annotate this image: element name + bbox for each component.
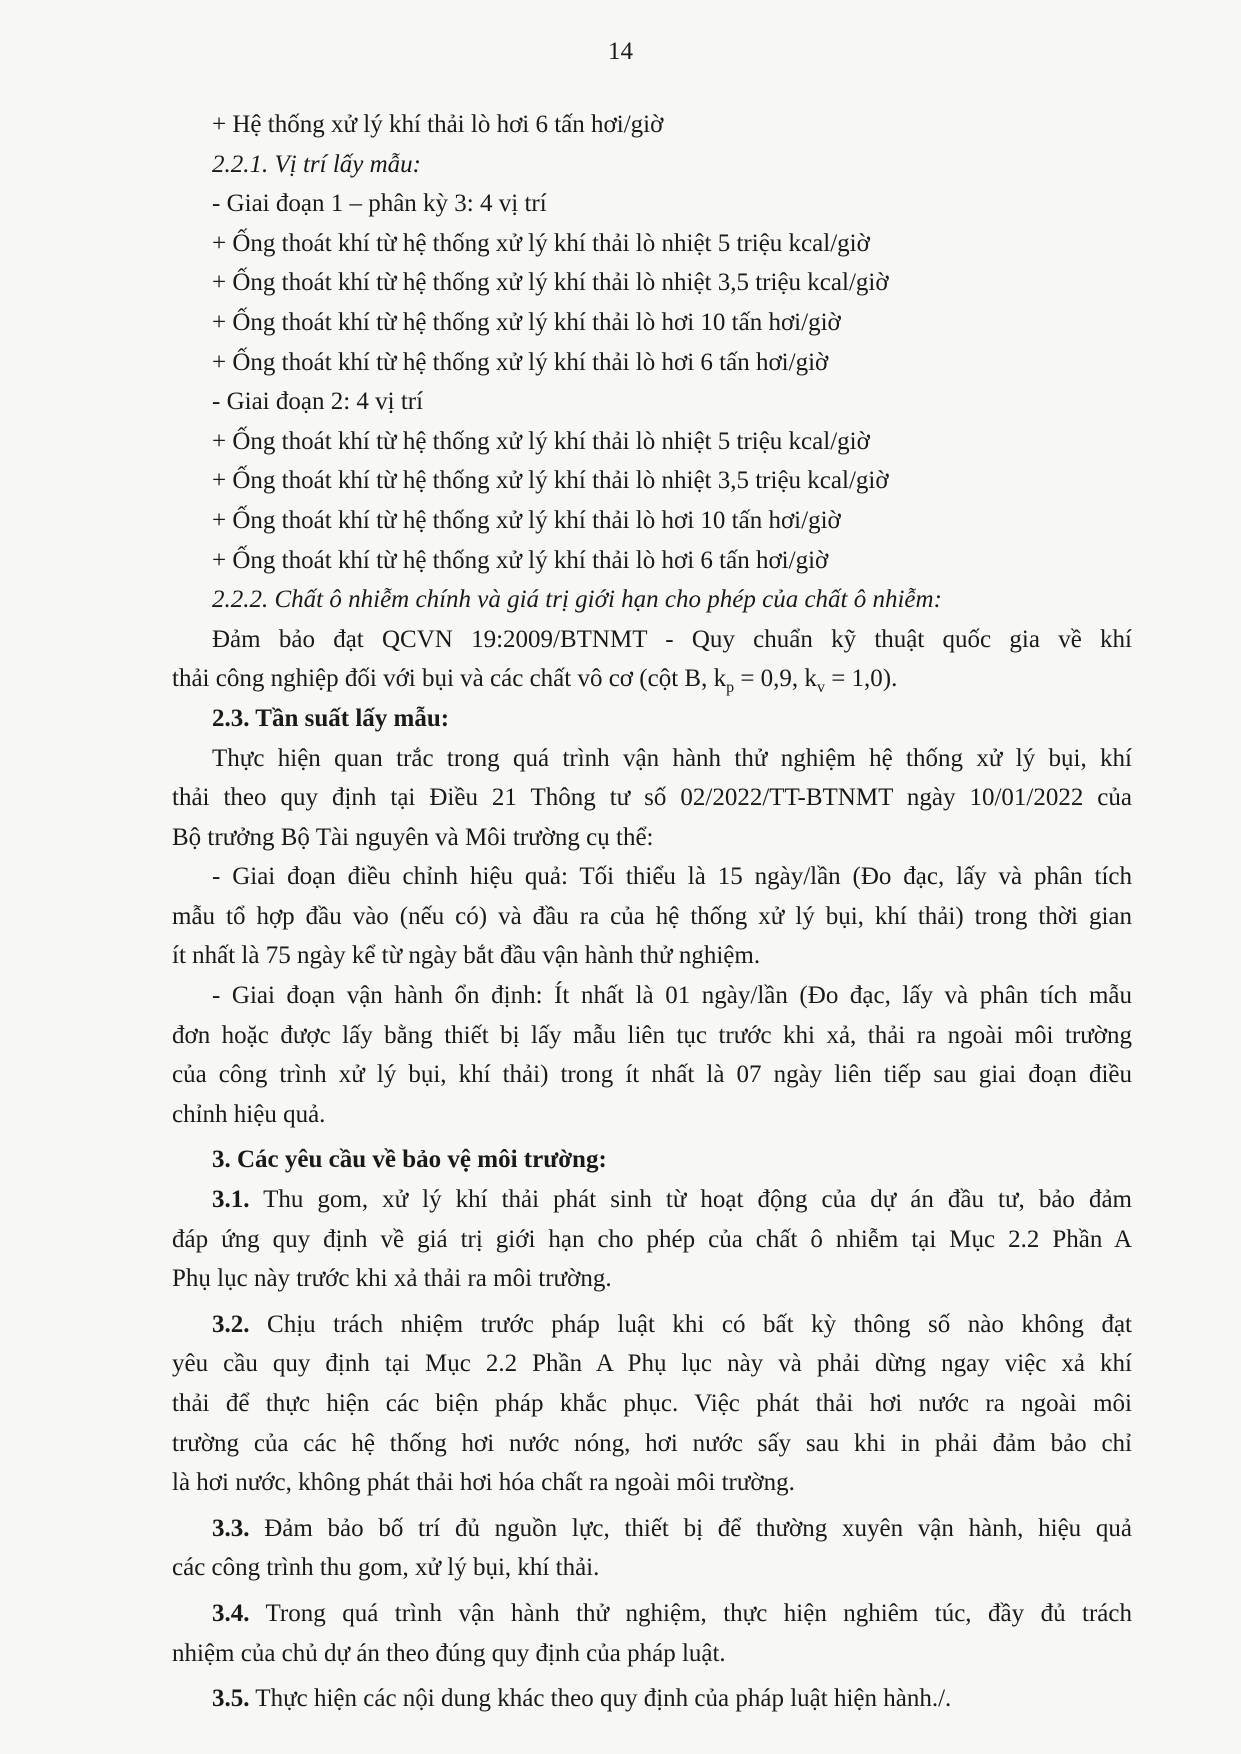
item-3-4-line: 3.4. Trong quá trình vận hành thử nghiệm, thực hiện nghiêm túc, đầy đủ trách — [212, 1599, 1132, 1627]
qcvn-line-1: Đảm bảo đạt QCVN 19:2009/BTNMT - Quy chuẩn kỹ thuật quốc gia về khí — [212, 625, 1132, 653]
text-line: Thực hiện quan trắc trong quá trình vận hành thử nghiệm hệ thống xử lý bụi, khí — [212, 744, 1132, 772]
subheading-2-2-2: 2.2.2. Chất ô nhiễm chính và giá trị giới hạn cho phép của chất ô nhiễm: — [212, 586, 942, 614]
text-line: mẫu tổ hợp đầu vào (nếu có) và đầu ra của hệ thống xử lý bụi, khí thải) trong thời gian — [172, 902, 1132, 930]
subheading-2-2-1: 2.2.1. Vị trí lấy mẫu: — [212, 150, 422, 178]
text-line: + Ống thoát khí từ hệ thống xử lý khí thải lò hơi 6 tấn hơi/giờ — [212, 546, 829, 574]
text-line: - Giai đoạn 1 – phân kỳ 3: 4 vị trí — [212, 190, 547, 218]
text-line: - Giai đoạn điều chỉnh hiệu quả: Tối thiểu là 15 ngày/lần (Đo đạc, lấy và phân tích — [212, 863, 1132, 891]
heading-3: 3. Các yêu cầu về bảo vệ môi trường: — [212, 1146, 607, 1174]
heading-2-3: 2.3. Tần suất lấy mẫu: — [212, 704, 450, 732]
text-line: + Ống thoát khí từ hệ thống xử lý khí thải lò nhiệt 3,5 triệu kcal/giờ — [212, 269, 889, 297]
text-line: Phụ lục này trước khi xả thải ra môi trường. — [172, 1265, 612, 1293]
text-line: + Ống thoát khí từ hệ thống xử lý khí thải lò nhiệt 5 triệu kcal/giờ — [212, 427, 870, 455]
text-line: + Hệ thống xử lý khí thải lò hơi 6 tấn hơi/giờ — [212, 111, 664, 138]
text-line: + Ống thoát khí từ hệ thống xử lý khí thải lò hơi 10 tấn hơi/giờ — [212, 308, 841, 336]
text-line: chỉnh hiệu quả. — [172, 1100, 326, 1128]
paragraph-2-3-intro — [172, 739, 1132, 1135]
text-line: Bộ trưởng Bộ Tài nguyên và Môi trường cụ thể: — [172, 823, 654, 851]
text-line: ít nhất là 75 ngày kể từ ngày bắt đầu vận hành thử nghiệm. — [172, 942, 761, 970]
page-number: 14 — [608, 38, 633, 65]
text-line: - Giai đoạn 2: 4 vị trí — [212, 388, 424, 416]
item-3-1-line: 3.1. Thu gom, xử lý khí thải phát sinh từ hoạt động của dự án đầu tư, bảo đảm — [212, 1186, 1132, 1214]
text-line: đơn hoặc được lấy bằng thiết bị lấy mẫu liên tục trước khi xả, thải ra ngoài môi trường — [172, 1021, 1132, 1049]
text-line: nhiệm của chủ dự án theo đúng quy định của pháp luật. — [172, 1639, 726, 1667]
text-line: là hơi nước, không phát thải hơi hóa chất ra ngoài môi trường. — [172, 1469, 795, 1497]
text-line: trường của các hệ thống hơi nước nóng, hơi nước sấy sau khi in phải đảm bảo chỉ — [172, 1429, 1132, 1457]
text-line: thải theo quy định tại Điều 21 Thông tư số 02/2022/TT-BTNMT ngày 10/01/2022 của — [172, 784, 1132, 812]
text-line: + Ống thoát khí từ hệ thống xử lý khí thải lò hơi 6 tấn hơi/giờ — [212, 348, 829, 376]
text-line: đáp ứng quy định về giá trị giới hạn cho phép của chất ô nhiễm tại Mục 2.2 Phần A — [172, 1225, 1132, 1253]
qcvn-line-2: thải công nghiệp đối với bụi và các chất vô cơ (cột B, $k_p = 0,9$, $k_v = 1,0$). — [172, 665, 898, 697]
section-3-items — [172, 1180, 1132, 1719]
text-line: + Ống thoát khí từ hệ thống xử lý khí thải lò hơi 10 tấn hơi/giờ — [212, 506, 841, 534]
text-line: thải để thực hiện các biện pháp khắc phục. Việc phát thải hơi nước ra ngoài môi — [172, 1390, 1132, 1417]
item-3-2-line: 3.2. Chịu trách nhiệm trước pháp luật khi có bất kỳ thông số nào không đạt — [212, 1310, 1132, 1338]
text-line: các công trình thu gom, xử lý bụi, khí thải. — [172, 1554, 600, 1582]
item-3-5-line: 3.5. Thực hiện các nội dung khác theo quy định của pháp luật hiện hành./. — [212, 1685, 952, 1713]
item-3-3-line: 3.3. Đảm bảo bố trí đủ nguồn lực, thiết bị để thường xuyên vận hành, hiệu quả — [212, 1514, 1132, 1542]
text-line: + Ống thoát khí từ hệ thống xử lý khí thải lò nhiệt 3,5 triệu kcal/giờ — [212, 467, 889, 495]
page-content — [172, 105, 1132, 1719]
text-line: của công trình xử lý bụi, khí thải) trong ít nhất là 07 ngày liên tiếp sau giai đoạn điều — [172, 1061, 1132, 1089]
text-line: + Ống thoát khí từ hệ thống xử lý khí thải lò nhiệt 5 triệu kcal/giờ — [212, 229, 870, 257]
text-line: yêu cầu quy định tại Mục 2.2 Phần A Phụ lục này và phải dừng ngay việc xả khí — [172, 1350, 1132, 1378]
text-line: - Giai đoạn vận hành ổn định: Ít nhất là 01 ngày/lần (Đo đạc, lấy và phân tích mẫu — [212, 982, 1132, 1010]
